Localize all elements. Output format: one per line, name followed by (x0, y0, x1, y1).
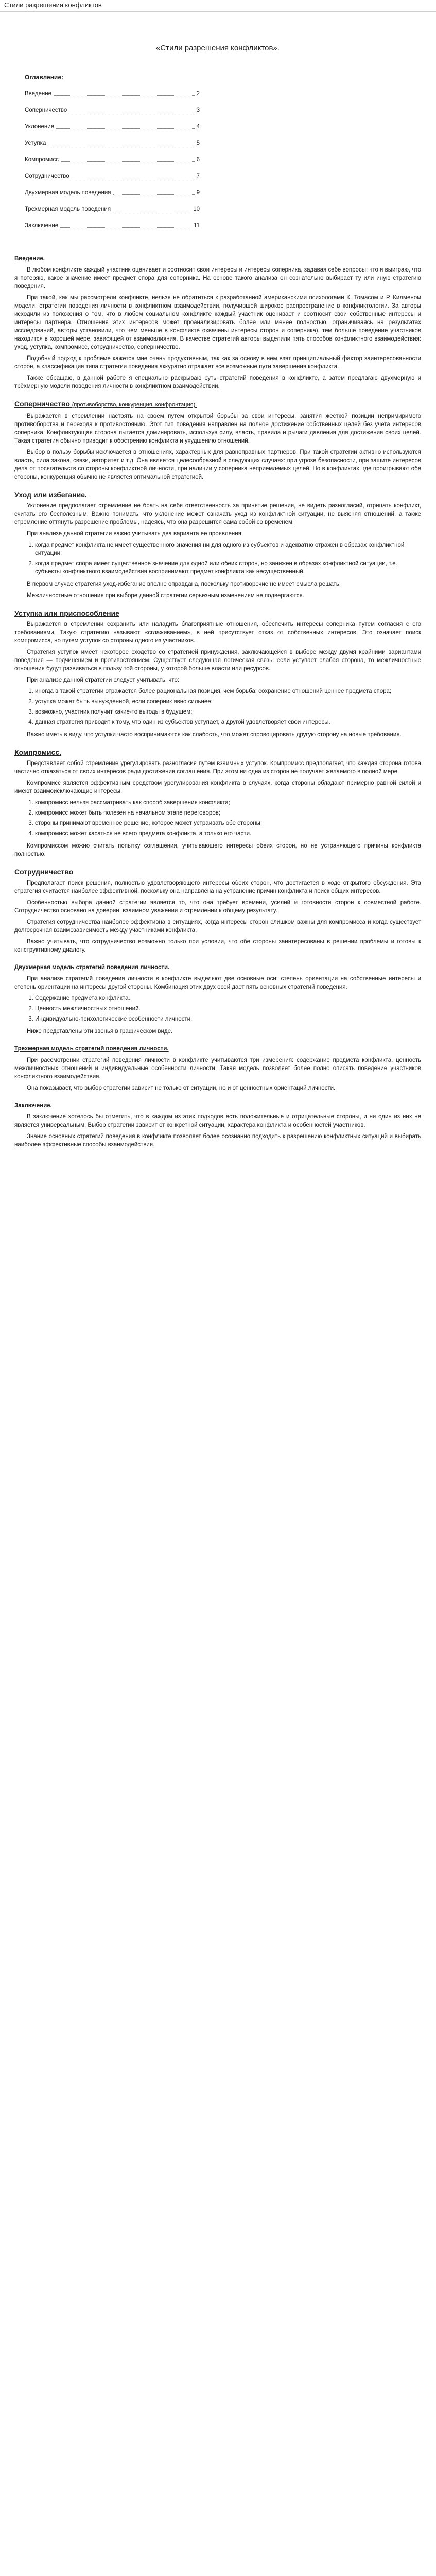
section-conclusion (14, 1101, 421, 1149)
section-model-2d (14, 963, 421, 1036)
toc-dot-leader (69, 106, 194, 112)
toc-item-label: Трехмерная модель поведения (25, 206, 111, 212)
paragraph: Стратегия сотрудничества наиболее эффективна в ситуациях, когда интересы сторон слишком важны для компромисса и когда существует долгосрочная взаимозависимость между участниками конфликта. (14, 919, 421, 934)
paragraph: Представляет собой стремление урегулировать разногласия путем взаимных уступок. Компромисс предполагает, что каждая сторона готова частично отказаться от своих интересов ради достижения соглашения. При этом ни одна из сторон не получает желаемого в полной мере. (14, 760, 421, 775)
toc-dot-leader (48, 139, 194, 145)
paragraph: Важно иметь в виду, что уступки часто воспринимаются как слабость, что может спровоцировать другую сторону на новые требования. (27, 732, 402, 738)
toc-item-label: Заключение (25, 223, 59, 229)
toc-item[interactable] (25, 189, 200, 197)
toc-item[interactable] (25, 90, 200, 98)
toc-dot-leader (56, 123, 194, 129)
paragraph: Подобный подход к проблеме кажется мне очень продуктивным, так как за основу в нем взят принципиальный фактор заинтересованности сторон, а классификация типа стратегии поведения аккуратно отражает все возможные пути завершения конфликта. (14, 355, 421, 370)
section-competition (14, 400, 421, 481)
list-item: 3. Индивидуально-психологические особенности личности. (35, 1015, 421, 1023)
model2d-title: Двухмерная модель стратегий поведения личности. (14, 964, 170, 971)
paragraph: Предполагает поиск решения, полностью удовлетворяющего интересы обеих сторон, что достигается в ходе открытого обсуждения. Эта стратегия считается наиболее эффективной, поскольку она направлена на устранение причин конфликта и поиск общих интересов. (14, 880, 421, 894)
toc-dot-leader (60, 222, 191, 228)
competition-subtitle: (противоборство, конкуренция, конфронтация). (72, 402, 197, 408)
paragraph: В любом конфликте каждый участник оценивает и соотносит свои интересы и интересы соперника, задавая себе вопросы: что я выиграю, что я потеряю, какое значение имеет предмет спора для соперника. На основе такого анализа он сознательно выбирает ту или иную стратегию поведения. (14, 267, 421, 290)
toc-heading: Оглавление: (25, 74, 63, 81)
section-concession (14, 609, 421, 739)
paragraph: При рассмотрении стратегий поведения личности в конфликте учитываются три измерения: содержание предмета конфликта, ценность межличностных отношений и индивидуальные особенности личности. Такая модель позволяет более полно описать поведение участников конфликтного взаимодействия. (14, 1057, 421, 1080)
list-item: 4. компромисс может касаться не всего предмета конфликта, а только его части. (35, 829, 421, 838)
paragraph: Выбор в пользу борьбы исключается в отношениях, характерных для равноправных партнеров. При такой стратегии активно используются власть, сила закона, связи, авторитет и т.д. Она является целесообразной в следующих случаях: при угрозе безопасности, при защите интересов дела от посягательств со стороны конфликтной личности, при наличии у соперника неприемлемых целей. Но в конфликтах, где проигрывают обе стороны, конкуренция обычно не является оптимальной стратегией. (14, 449, 421, 480)
paragraph: Знание основных стратегий поведения в конфликте позволяет более осознанно подходить к разрешению конфликтных ситуаций и выбирать наиболее эффективные способы взаимодействия. (14, 1133, 421, 1148)
list-item: 1. иногда в такой стратегии отражается более рациональная позиция, чем борьба: сохранение отношений ценнее предмета спора; (35, 687, 421, 696)
toc-dot-leader (72, 172, 195, 178)
paragraph: Особенностью выбора данной стратегии является то, что она требует времени, усилий и готовности сторон к совместной работе. Сотрудничество основано на доверии, взаимном уважении и стремлении к общему результату. (14, 900, 421, 914)
document-body (14, 21, 421, 1152)
toc-item-label: Уступка (25, 140, 46, 146)
toc-dot-leader (61, 156, 195, 162)
list-item: 3. возможно, участник получит какие-то выгоды в будущем; (35, 708, 421, 716)
model3d-title: Трехмерная модель стратегий поведения личности. (14, 1046, 169, 1052)
toc-item[interactable] (25, 172, 200, 180)
toc-item-page: 3 (196, 107, 200, 113)
toc-dot-leader (113, 189, 195, 195)
page-title: Стили разрешения конфликтов (0, 0, 436, 12)
paragraph: Стратегия уступок имеет некоторое сходство со стратегией принуждения, заключающейся в выборе между двумя крайними вариантами поведения — подчинением и противостоянием. Существует следующая логическая связь: если уступает слабая сторона, то межличностные отношения будут развиваться в пользу той стороны, у которой больше власти или ресурсов. (14, 649, 421, 672)
intro-title: Введение. (14, 256, 45, 262)
paragraph: Она показывает, что выбор стратегии зависит не только от ситуации, но и от ценностных ориентаций личности. (27, 1085, 336, 1091)
section-intro (14, 255, 421, 391)
toc-item-label: Введение (25, 91, 52, 97)
toc-item-page: 11 (194, 223, 200, 229)
concession-title: Уступка или приспособление (14, 609, 119, 617)
toc-item[interactable] (25, 222, 200, 230)
list-item: 4. данная стратегия приводит к тому, что один из субъектов уступает, а другой удовлетворяет свои интересы. (35, 718, 421, 726)
toc-item-page: 10 (193, 206, 200, 212)
toc-item-page: 2 (196, 91, 200, 97)
section-cooperation (14, 868, 421, 954)
toc-item[interactable] (25, 106, 200, 114)
toc-dot-leader (54, 90, 195, 96)
toc-item[interactable] (25, 139, 200, 147)
section-compromise (14, 748, 421, 858)
compromise-title: Компромисс. (14, 748, 62, 756)
list-item: 1. когда предмет конфликта не имеет существенного значения ни для одного из субъектов и адекватно отражен в образах конфликтной ситуации; (35, 541, 421, 557)
paragraph: При такой, как мы рассмотрели конфликте, нельзя не обратиться к разработанной американскими психологами К. Томасом и Р. Килменом модели, стратегии поведения личности в конфликтном взаимодействии, получившей широкое распространение в конфликтологии. За авторы исходили из положения о том, что в любом социальном конфликте каждый участник оценивает и соотносит свои собственные интересы и интересы партнера. Отношения этих интересов может проанализировать более или менее полностью, ограничиваясь на результатах исследований, авторы установили, что чем меньше в конфликте охвачены интересы сторон и соперника), тем больше поведение участников находится в хорошей мере, зависящей от взаимовлияния. В качестве стратегий авторы выделили пять способов конфликтного взаимодействия: уход, уступка, компромисс, сотрудничество, соперничество. (14, 295, 421, 350)
paragraph: Компромисс является эффективным средством урегулирования конфликта в случаях, когда стороны обладают примерно равной силой и имеют взаимоисключающие интересы. (14, 780, 421, 794)
list-item: 2. Ценность межличностных отношений. (35, 1005, 421, 1013)
list-item: 2. компромисс может быть полезен на начальном этапе переговоров; (35, 809, 421, 817)
section-model-3d (14, 1045, 421, 1092)
toc-dot-leader (113, 205, 191, 211)
doc-subtitle: «Стили разрешения конфликтов». (156, 44, 280, 53)
toc-item-page: 9 (196, 190, 200, 196)
paragraph: При анализе данной стратегии следует учитывать, что: (27, 677, 180, 683)
paragraph: При анализе стратегий поведения личности в конфликте выделяют две основные оси: степень ориентации на собственные интересы и степень ориентации на интересы другой стороны. Комбинация этих двух осей дает пять основных стратегий поведения. (14, 976, 421, 990)
list-item: 1. компромисс нельзя рассматривать как способ завершения конфликта; (35, 799, 421, 807)
paragraph: Выражается в стремлении сохранить или наладить благоприятные отношения, обеспечить интересы соперника путем согласия с его требованиями. Такую стратегию называют «сглаживанием», в ней присутствует отказ от собственных интересов. Это означает поиск компромисса, но путем уступок со стороны одного из участников. (14, 621, 421, 644)
competition-title: Соперничество (противоборство, конкуренция, конфронтация). (14, 400, 197, 408)
paragraph: В первом случае стратегия уход-избегание вполне оправдана, поскольку противоречие не имеет смысла решать. (27, 581, 341, 587)
table-of-contents (14, 73, 421, 230)
section-avoidance (14, 490, 421, 600)
cooperation-title: Сотрудничество (14, 868, 74, 876)
toc-item-page: 6 (196, 157, 200, 163)
paragraph: Компромиссом можно считать попытку соглашения, учитывающего интересы обеих сторон, но не устраняющего причины конфликта полностью. (14, 843, 421, 857)
toc-item-page: 7 (196, 173, 200, 179)
toc-item[interactable] (25, 123, 200, 131)
toc-item-page: 4 (196, 124, 200, 130)
paragraph: В заключение хотелось бы отметить, что в каждом из этих подходов есть положительные и отрицательные стороны, и ни один из них не является универсальным. Выбор стратегии зависит от конкретной ситуации, характера конфликта и особенностей участников. (14, 1114, 421, 1128)
list-item: 2. когда предмет спора имеет существенное значение для одной или обеих сторон, но занижен в образах конфликтной ситуации, т.е. субъекты конфликтного взаимодействия воспринимают предмет конфликта как несущественный. (35, 560, 421, 576)
toc-item-page: 5 (196, 140, 200, 146)
toc-item[interactable] (25, 205, 200, 213)
conclusion-title: Заключение. (14, 1103, 52, 1109)
toc-item-label: Компромисс (25, 157, 59, 163)
toc-item[interactable] (25, 156, 200, 164)
paragraph: При анализе данной стратегии важно учитывать два варианта ее проявления: (27, 531, 243, 537)
toc-item-label: Сотрудничество (25, 173, 69, 179)
paragraph: Уклонение предполагает стремление не брать на себя ответственность за принятие решения, не видеть разногласий, отрицать конфликт, считать его бесполезным. Важно понимать, что уклонение может означать уход из конфликтной ситуации, не выясняя отношений, а также стремление оттянуть разрешение проблемы, надеясь, что она разрешится сама собой со временем. (14, 503, 421, 526)
paragraph: Выражается в стремлении настоять на своем путем открытой борьбы за свои интересы, занятия жесткой позиции непримиримого противоборства и перехода к противостоянию. Этот тип поведения направлен на полное достижение собственных целей без учета интересов соперника. Конфликтующая сторона пытается доминировать, используя силу, власть, правила и рычаги давления для достижения своих целей. Такая стратегия обычно приводит к обострению конфликта и ухудшению отношений. (14, 413, 421, 444)
avoidance-title: Уход или избегание. (14, 490, 87, 499)
list-item: 1. Содержание предмета конфликта. (35, 994, 421, 1003)
toc-item-label: Уклонение (25, 124, 55, 130)
toc-item-label: Соперничество (25, 107, 67, 113)
list-item: 2. уступка может быть вынужденной, если соперник явно сильнее; (35, 698, 421, 706)
paragraph: Также обращаю, в данной работе я специально раскрываю суть стратегий поведения в конфликте, а затем предлагаю двухмерную и трёхмерную модели поведения личности в конфликтном взаимодействии. (14, 375, 421, 389)
paragraph: Ниже представлены эти звенья в графическом виде. (27, 1028, 173, 1035)
toc-item-label: Двухмерная модель поведения (25, 190, 111, 196)
paragraph: Важно учитывать, что сотрудничество возможно только при условии, что обе стороны заинтересованы в решении проблемы и готовы к конструктивному диалогу. (14, 939, 421, 953)
list-item: 3. стороны принимают временное решение, которое может устраивать обе стороны; (35, 819, 421, 827)
paragraph: Межличностные отношения при выборе данной стратегии серьезным изменениям не подвергаются. (27, 592, 304, 599)
